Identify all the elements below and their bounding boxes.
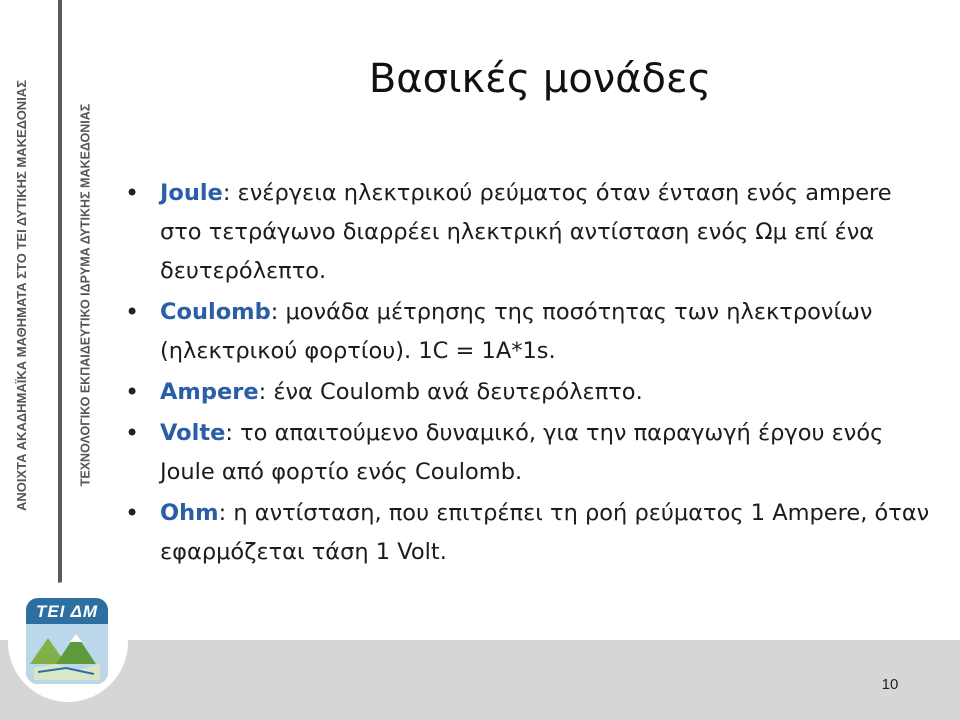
institution-logo-icon [26, 598, 108, 684]
logo-text: ΤΕΙ ΔΜ [35, 602, 99, 621]
definition-coulomb: : μονάδα μέτρησης της ποσότητας των ηλεκτρονίων (ηλεκτρικού φορτίου). 1C = 1A*1s. [160, 299, 873, 364]
definition-ohm: : η αντίσταση, που επιτρέπει τη ροή ρεύματος 1 Ampere, όταν εφαρμόζεται τάση 1 Volt. [160, 500, 930, 565]
slide-title: Βασικές μονάδες [368, 56, 712, 102]
logo-landscape-icon [26, 624, 108, 684]
strip-open-courses-text: ΑΝΟΙΧΤΑ ΑΚΑΔΗΜΑΪΚΑ ΜΑΘΗΜΑΤΑ ΣΤΟ ΤΕΙ ΔΥΤΙΚΗΣ ΜΑΚΕΔΟΝΙΑΣ [13, 79, 29, 511]
sidebar-branding [0, 0, 118, 590]
bullet-list [160, 174, 940, 574]
bullet-item-volte [160, 414, 940, 492]
definition-joule: : ενέργεια ηλεκτρικού ρεύματος όταν ένταση ενός ampere στο τετράγωνο διαρρέει ηλεκτρική αντίσταση ενός Ωμ επί ένα δευτερόλεπτο. [160, 180, 892, 284]
term-volte: Volte [160, 420, 226, 446]
vertical-strip-open-courses [6, 0, 36, 590]
vertical-strip-institution [70, 0, 100, 590]
bullet-item-ohm [160, 494, 940, 572]
term-ohm: Ohm [160, 500, 219, 526]
page-number: 10 [881, 676, 899, 693]
term-coulomb: Coulomb [160, 299, 271, 325]
sidebar-divider [58, 0, 62, 590]
definition-ampere: : ένα Coulomb ανά δευτερόλεπτο. [258, 379, 643, 405]
bullet-item-joule [160, 174, 940, 291]
strip-institution-text: ΤΕΧΝΟΛΟΓΙΚΟ ΕΚΠΑΙΔΕΥΤΙΚΟ ΙΔΡΥΜΑ ΔΥΤΙΚΗΣ ΜΑΚΕΔΟΝΙΑΣ [78, 103, 93, 487]
term-joule: Joule [160, 180, 223, 206]
bullet-item-coulomb [160, 293, 940, 371]
term-ampere: Ampere [160, 379, 259, 405]
bullet-item-ampere [160, 373, 940, 412]
definition-volte: : το απαιτούμενο δυναμικό, για την παραγωγή έργου ενός Joule από φορτίο ενός Coulomb. [160, 420, 884, 485]
footer-bar [0, 640, 960, 720]
